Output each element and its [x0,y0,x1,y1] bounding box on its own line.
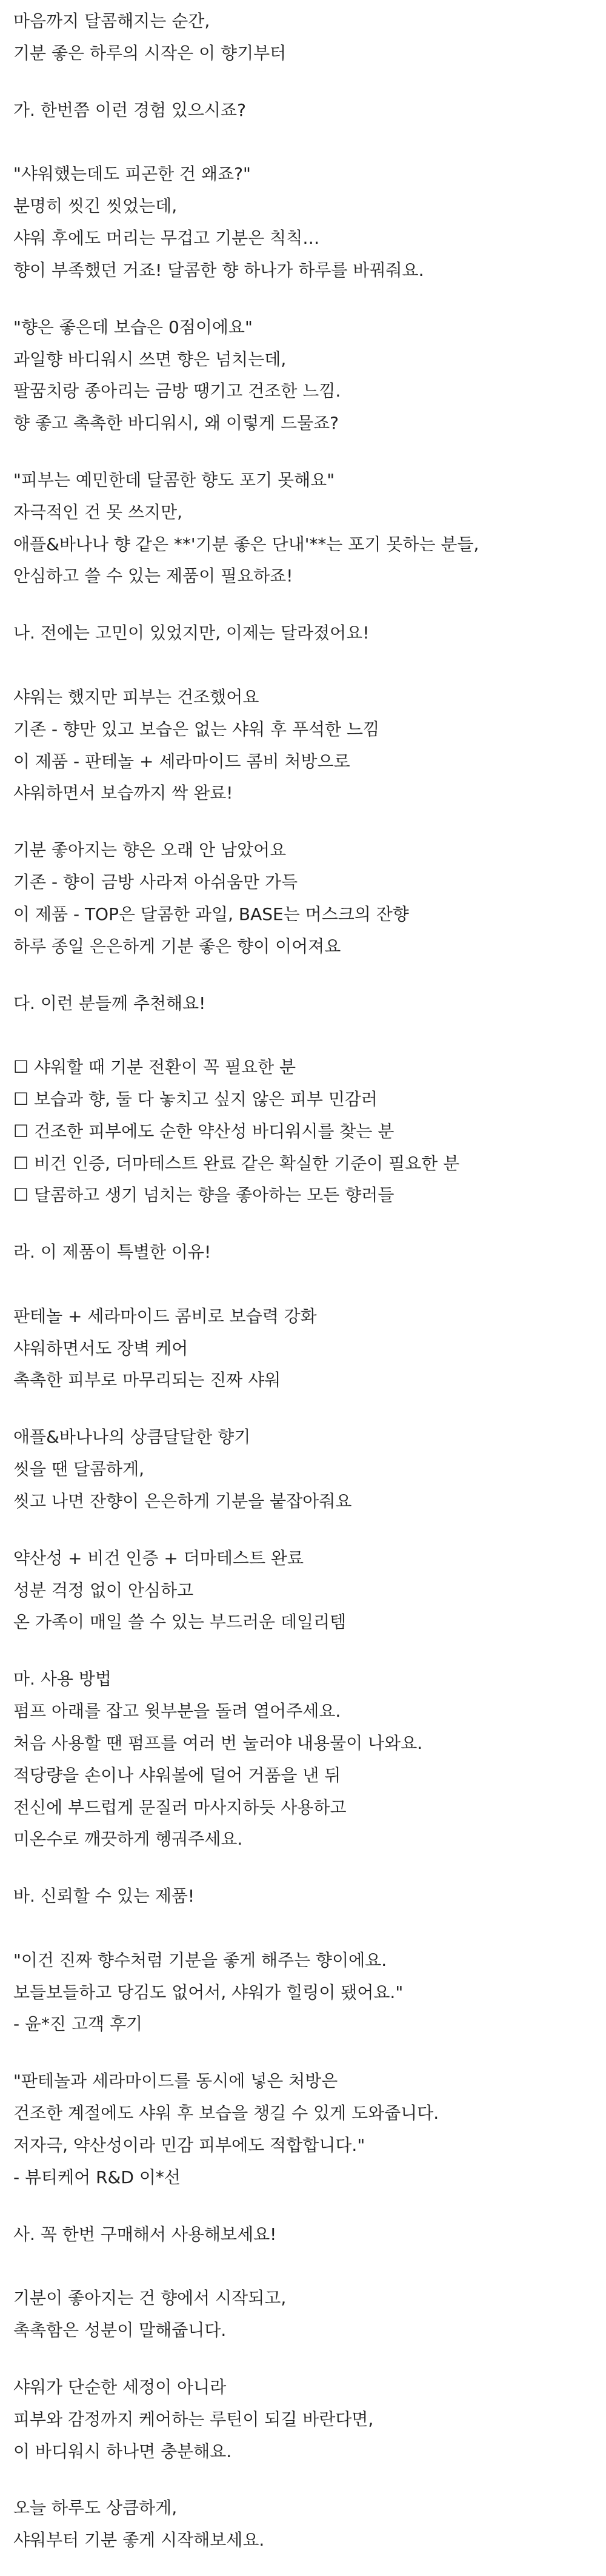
text-line: 이 제품 - TOP은 달콤한 과일, BASE는 머스크의 잔향 [13,904,409,924]
text-line: 오늘 하루도 상큼하게, [13,2498,178,2518]
text-line: 애플&바나나의 상큼달달한 향기 [13,1427,251,1447]
text-line: "샤워했는데도 피곤한 건 왜죠?" [13,164,251,184]
text-line: 성분 걱정 없이 안심하고 [13,1580,194,1600]
text-line: 자극적인 건 못 쓰지만, [13,502,183,522]
text-line: 기존 - 향만 있고 보습은 없는 샤워 후 푸석한 느낌 [13,719,380,739]
text-line: 적당량을 손이나 샤워볼에 덜어 거품을 낸 뒤 [13,1765,341,1785]
text-line: 저자극, 약산성이라 민감 피부에도 적합합니다." [13,2135,365,2155]
text-line: 샤워 후에도 머리는 무겁고 기분은 칙칙… [13,228,320,248]
text-line: "피부는 예민한데 달콤한 향도 포기 못해요" [13,470,335,490]
section-heading: 가. 한번쯤 이런 경험 있으시죠? [13,100,246,120]
checklist-item: ☐ 샤워할 때 기분 전환이 꼭 필요한 분 [13,1057,296,1077]
text-line: 건조한 계절에도 샤워 후 보습을 챙길 수 있게 도와줍니다. [13,2103,439,2123]
checklist-item: ☐ 건조한 피부에도 순한 약산성 바디워시를 찾는 분 [13,1121,395,1141]
text-line: 판테놀 + 세라마이드 콤비로 보습력 강화 [13,1306,317,1326]
text-line: 분명히 씻긴 씻었는데, [13,196,178,216]
text-line: 기존 - 향이 금방 사라져 아쉬움만 가득 [13,872,298,892]
text-line: 씻을 땐 달콤하게, [13,1459,145,1479]
text-line: 피부와 감정까지 케어하는 루틴이 되길 바란다면, [13,2409,374,2429]
checklist-item: ☐ 보습과 향, 둘 다 놓치고 싶지 않은 피부 민감러 [13,1089,378,1109]
text-line: 약산성 + 비건 인증 + 더마테스트 완료 [13,1548,304,1568]
text-line: 씻고 나면 잔향이 은은하게 기분을 붙잡아줘요 [13,1491,352,1511]
text-line: 온 가족이 매일 쓸 수 있는 부드러운 데일리템 [13,1612,347,1632]
text-line: 샤워부터 기분 좋게 시작해보세요. [13,2530,265,2550]
text-line: 샤워하면서도 장벽 케어 [13,1338,188,1358]
text-line: 처음 사용할 땐 펌프를 여러 번 눌러야 내용물이 나와요. [13,1733,423,1753]
text-line: "향은 좋은데 보습은 0점이에요" [13,317,253,337]
text-line: "이건 진짜 향수처럼 기분을 좋게 해주는 향이에요. [13,1950,387,1970]
text-line: 샤워하면서 보습까지 싹 완료! [13,783,233,803]
text-line: 팔꿈치랑 종아리는 금방 땡기고 건조한 느낌. [13,381,341,401]
section-heading: 나. 전에는 고민이 있었지만, 이제는 달라졌어요! [13,623,370,643]
text-line: 애플&바나나 향 같은 **'기분 좋은 단내'**는 포기 못하는 분들, [13,534,479,554]
text-line: 촉촉한 피부로 마무리되는 진짜 샤워 [13,1370,281,1390]
text-line: 하루 종일 은은하게 기분 좋은 향이 이어져요 [13,936,341,956]
text-line: 이 바디워시 하나면 충분해요. [13,2441,232,2461]
section-heading: 라. 이 제품이 특별한 이유! [13,1242,211,1262]
text-line: 촉촉함은 성분이 말해줍니다. [13,2320,227,2340]
text-line: 향이 부족했던 거죠! 달콤한 향 하나가 하루를 바꿔줘요. [13,260,424,280]
text-line: 안심하고 쓸 수 있는 제품이 필요하죠! [13,566,293,586]
text-line: 샤워가 단순한 세정이 아니라 [13,2377,227,2397]
text-line: 기분이 좋아지는 건 향에서 시작되고, [13,2288,287,2308]
checklist-item: ☐ 비건 인증, 더마테스트 완료 같은 확실한 기준이 필요한 분 [13,1153,460,1173]
text-line: "판테놀과 세라마이드를 동시에 넣은 처방은 [13,2071,338,2091]
text-line: 펌프 아래를 잡고 윗부분을 돌려 열어주세요. [13,1701,341,1721]
text-line: 기분 좋은 하루의 시작은 이 향기부터 [13,43,287,63]
text-line: 보들보들하고 당김도 없어서, 샤워가 힐링이 됐어요." [13,1982,404,2002]
section-heading: 마. 사용 방법 [13,1669,112,1689]
section-heading: 다. 이런 분들께 추천해요! [13,993,206,1013]
checklist-item: ☐ 달콤하고 생기 넘치는 향을 좋아하는 모든 향러들 [13,1185,395,1205]
text-line: 샤워는 했지만 피부는 건조했어요 [13,687,259,707]
section-heading: 바. 신뢰할 수 있는 제품! [13,1886,195,1906]
text-line: - 윤*진 고객 후기 [13,2014,143,2034]
text-line: 과일향 바디워시 쓰면 향은 넘치는데, [13,349,287,369]
text-line: 기분 좋아지는 향은 오래 안 남았어요 [13,840,287,860]
text-line: 향 좋고 촉촉한 바디워시, 왜 이렇게 드물죠? [13,413,339,433]
section-heading: 사. 꼭 한번 구매해서 사용해보세요! [13,2224,277,2244]
text-line: 미온수로 깨끗하게 헹궈주세요. [13,1829,243,1849]
text-line: 마음까지 달콤해지는 순간, [13,11,210,31]
text-line: 이 제품 - 판테놀 + 세라마이드 콤비 처방으로 [13,751,350,771]
text-line: 전신에 부드럽게 문질러 마사지하듯 사용하고 [13,1797,347,1817]
text-line: - 뷰티케어 R&D 이*선 [13,2167,181,2187]
